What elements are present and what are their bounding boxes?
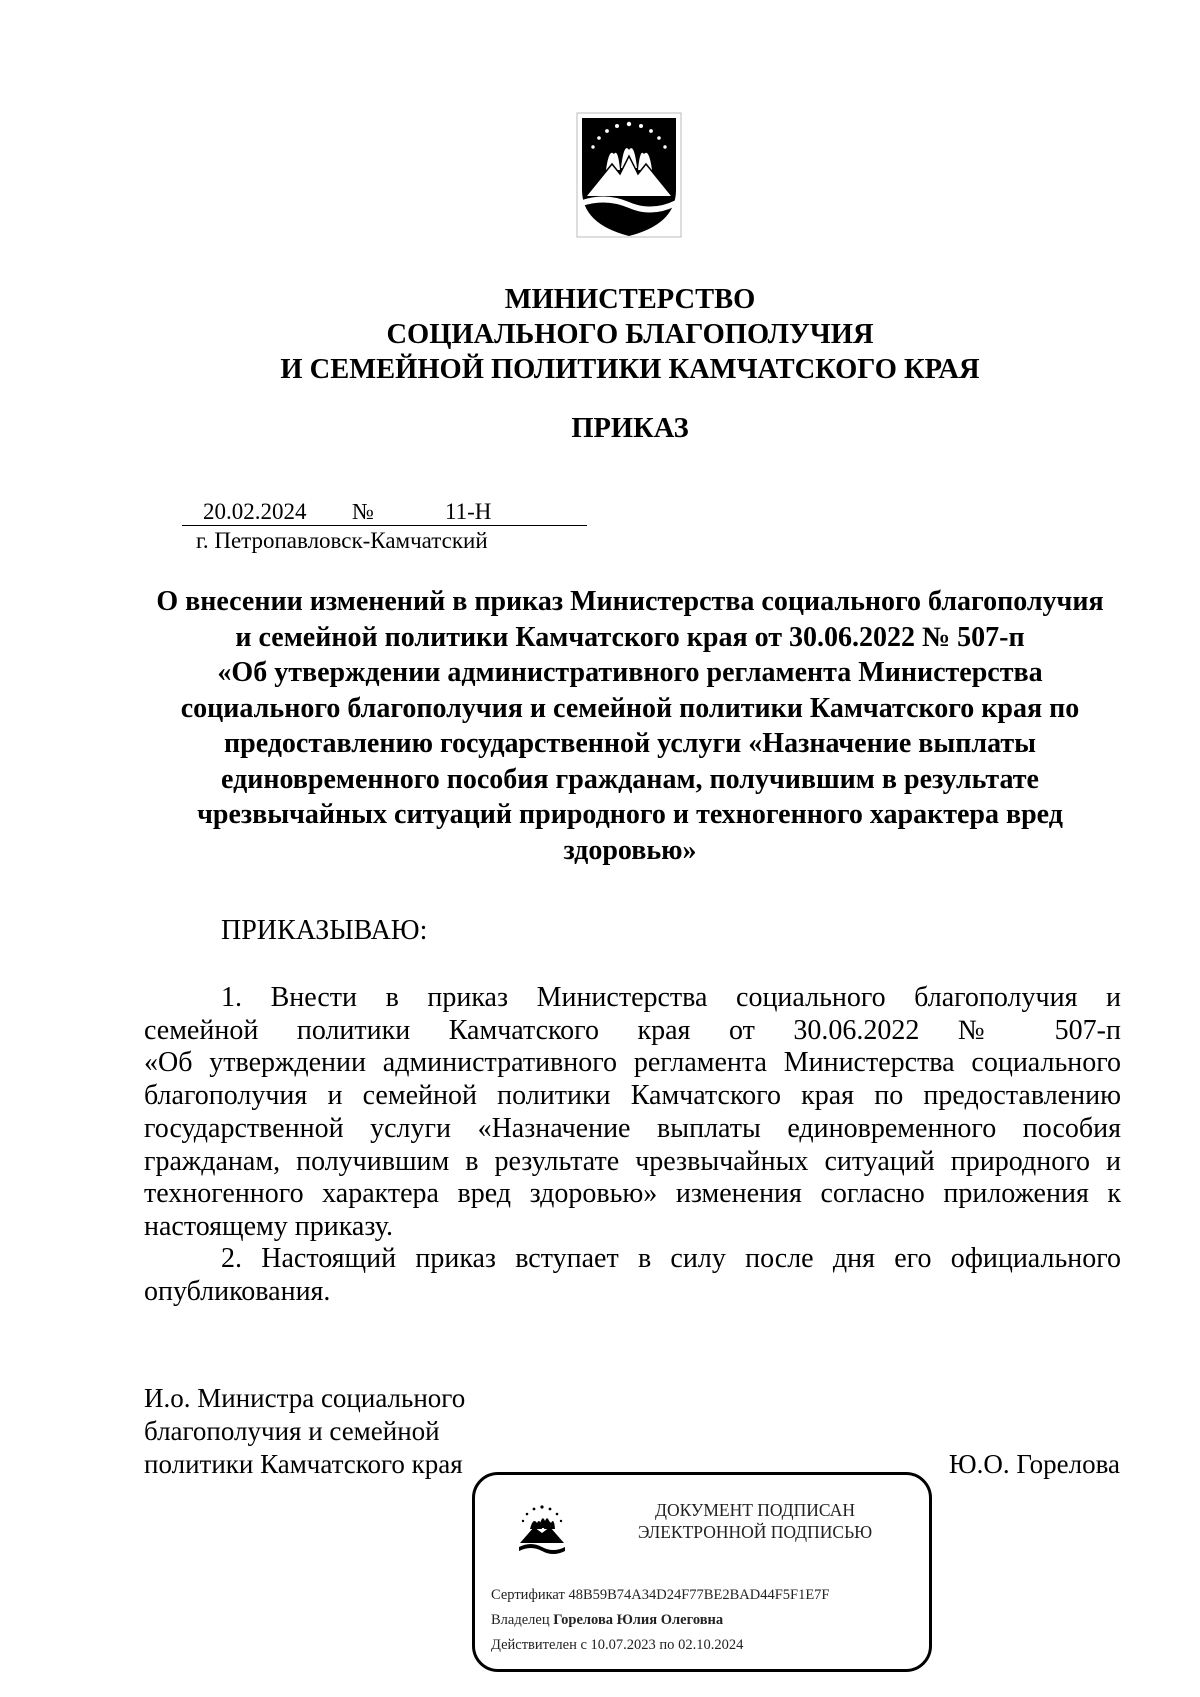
valid-label: Действителен [491, 1637, 577, 1653]
owner-row [491, 1608, 830, 1633]
subject-line: О внесении изменений в приказ Министерства социального благополучия [156, 586, 1104, 617]
paragraph-line: семейной политики Камчатского края от 30.06.2022 № 507-п [144, 1014, 1121, 1046]
signatory-position [144, 1382, 465, 1481]
decree-word: ПРИКАЗЫВАЮ: [221, 915, 428, 946]
paragraph-1 [144, 982, 1121, 1244]
order-subject [130, 584, 1130, 868]
paragraph-line: настоящему приказу. [144, 1210, 394, 1242]
signatory-name: Ю.О. Горелова [948, 1449, 1120, 1479]
subject-line: здоровью» [563, 834, 697, 866]
certificate-row [491, 1583, 830, 1608]
position-line: благополучия и семейной [144, 1416, 440, 1446]
certificate-value: 48B59B74A34D24F77BE2BAD44F5F1E7F [568, 1587, 830, 1603]
paragraph-line: гражданам, получившим в результате чрезвычайных ситуаций природного и [144, 1145, 1121, 1177]
subject-line: и семейной политики Камчатского края от 30.06.2022 № 507-п [235, 621, 1025, 653]
ministry-name [0, 282, 1200, 387]
ministry-line: И СЕМЕЙНОЙ ПОЛИТИКИ КАМЧАТСКОГО КРАЯ [280, 354, 980, 385]
subject-line: «Об утверждении административного регламента Министерства [217, 657, 1043, 688]
paragraph-line: «Об утверждении административного регламента Министерства социального [144, 1047, 1121, 1079]
owner-label: Владелец [491, 1612, 550, 1628]
stamp-heading-line: ЭЛЕКТРОННОЙ ПОДПИСЬЮ [637, 1522, 873, 1542]
position-line: И.о. Министра социального [144, 1383, 466, 1413]
paragraph-line: благополучия и семейной политики Камчатского края по предоставлению [144, 1080, 1121, 1112]
registration-underline [182, 525, 587, 526]
document-type-title: ПРИКАЗ [571, 413, 689, 444]
valid-to-value: 02.10.2024 [678, 1637, 744, 1653]
stamp-heading-line: ДОКУМЕНТ ПОДПИСАН [655, 1500, 855, 1520]
valid-from-value: 10.07.2023 [590, 1637, 656, 1653]
order-number: 11-Н [445, 499, 492, 524]
stamp-emblem-icon [517, 1503, 567, 1557]
city-name: г. Петропавловск-Камчатский [196, 528, 488, 553]
paragraph-line: государственной услуги «Назначение выплаты единовременного пособия [144, 1112, 1121, 1144]
owner-value: Горелова Юлия Олеговна [553, 1612, 724, 1628]
certificate-label: Сертификат [491, 1587, 565, 1603]
position-line: политики Камчатского края [144, 1449, 463, 1479]
paragraph-line: опубликования. [144, 1275, 331, 1307]
coat-of-arms-emblem [576, 112, 682, 238]
order-date: 20.02.2024 [203, 499, 307, 524]
subject-line: чрезвычайных ситуаций природного и техногенного характера вред [197, 799, 1063, 830]
validity-row [491, 1633, 830, 1658]
ministry-line: МИНИСТЕРСТВО [504, 284, 756, 315]
paragraph-line: 2. Настоящий приказ вступает в силу после дня его официального [221, 1243, 1121, 1274]
paragraph-2 [144, 1243, 1121, 1308]
stamp-details [491, 1583, 830, 1658]
electronic-signature-stamp [472, 1472, 932, 1672]
stamp-heading [595, 1499, 915, 1543]
paragraph-line: 1. Внести в приказ Министерства социального благополучия и [221, 982, 1121, 1013]
ministry-line: СОЦИАЛЬНОГО БЛАГОПОЛУЧИЯ [386, 319, 874, 350]
valid-from-label: с [580, 1637, 587, 1653]
subject-line: социального благополучия и семейной политики Камчатского края по [180, 692, 1080, 724]
paragraph-line: техногенного характера вред здоровью» изменения согласно приложения к [144, 1178, 1121, 1210]
subject-line: предоставлению государственной услуги «Назначение выплаты [224, 728, 1036, 759]
number-sign: № [352, 499, 374, 524]
subject-line: единовременного пособия гражданам, получившим в результате [221, 763, 1039, 795]
valid-to-label: по [659, 1637, 675, 1653]
